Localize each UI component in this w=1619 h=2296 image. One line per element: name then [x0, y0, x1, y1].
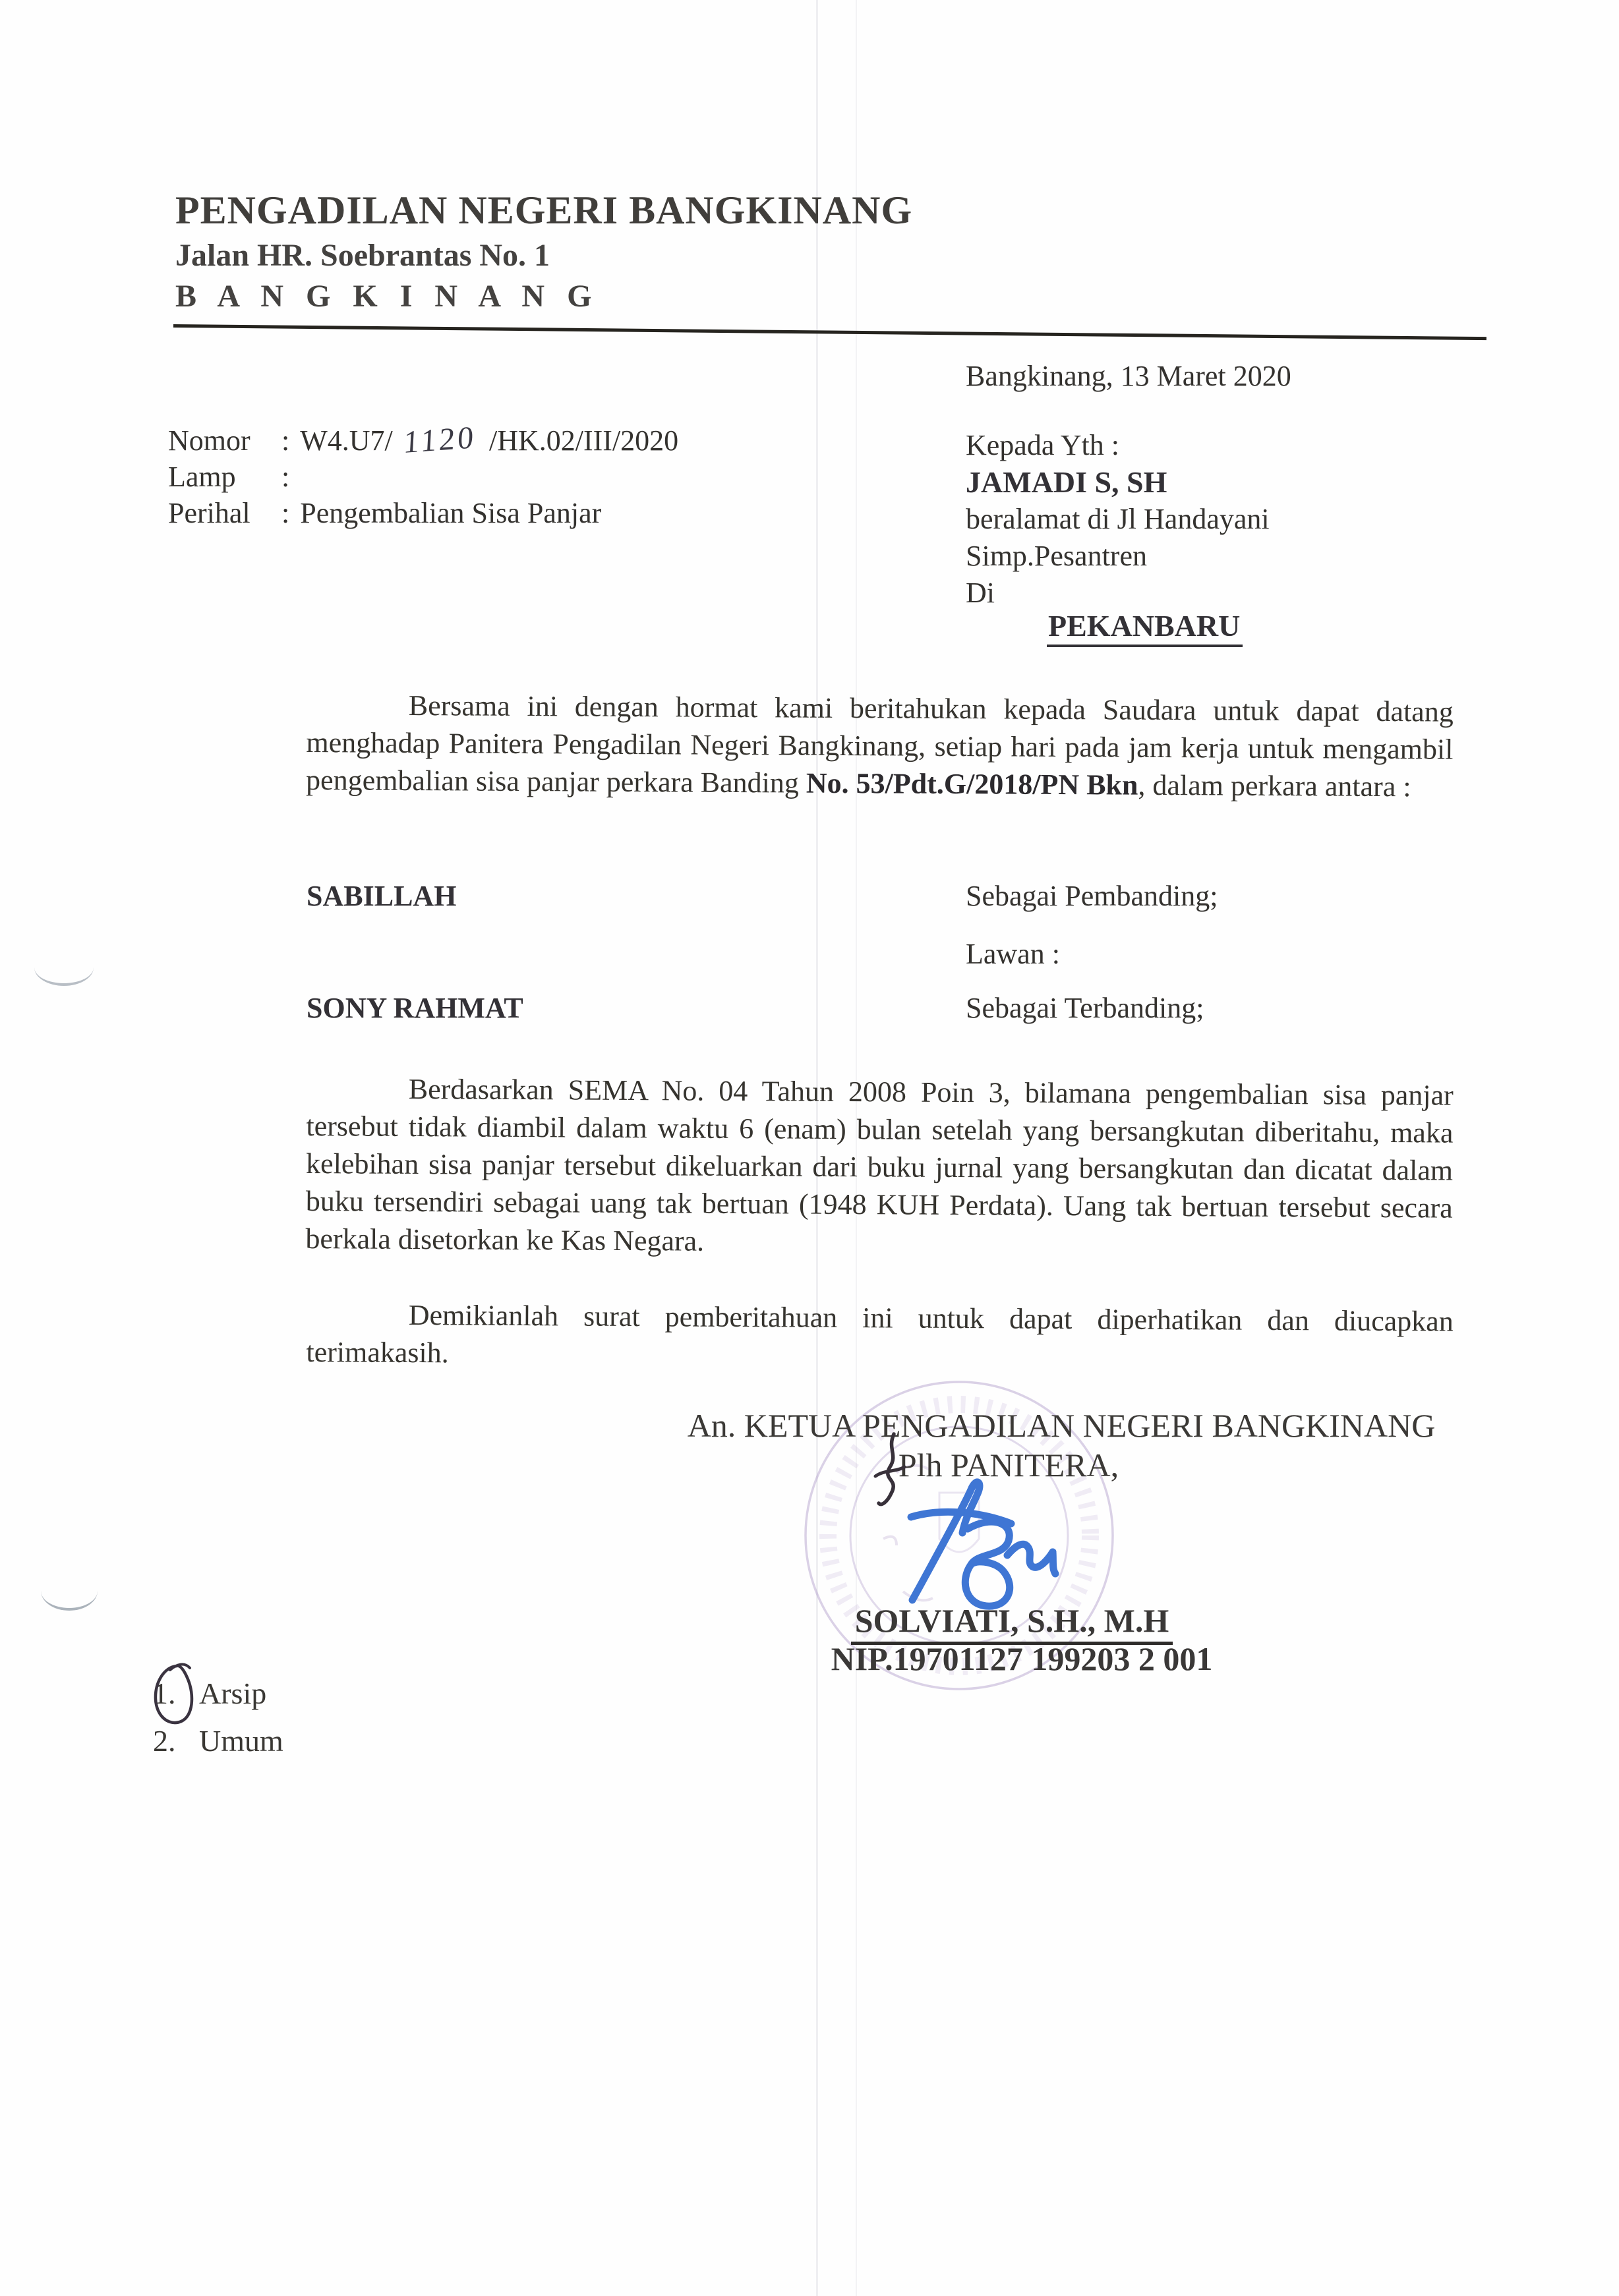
party2-role: Sebagai Terbanding;	[966, 992, 1204, 1024]
nomor-value	[300, 419, 679, 461]
lamp-label: Lamp	[168, 461, 236, 493]
paragraph1-text: Bersama ini dengan hormat kami beritahukan kepada Saudara untuk dapat datang menghadap Panitera Pengadilan Negeri Bangkinang, setiap hari pada jam kerja untuk mengambil pengembalian sisa panjar perkara Banding	[305, 689, 1454, 799]
nomor-row	[168, 419, 679, 461]
hand-circle-mark	[146, 1661, 202, 1729]
letterhead	[175, 188, 912, 315]
court-address: Jalan HR. Soebrantas No. 1	[175, 238, 550, 273]
perihal-row	[168, 495, 678, 531]
copy-1-number: 1.	[153, 1677, 176, 1710]
body-paragraph-3: Demikianlah surat pemberitahuan ini untuk dapat diperhatikan dan diucapkan terimakasih.	[306, 1298, 1454, 1369]
recipient-address-2: Simp.Pesantren	[966, 540, 1147, 572]
signature-title: Plh PANITERA,	[898, 1447, 1119, 1483]
court-city: B A N G K I N A N G	[175, 279, 599, 314]
signatory-name: SOLVIATI, S.H., M.H	[600, 1601, 1483, 1645]
paragraph1-tail: , dalam perkara antara :	[1138, 768, 1411, 803]
signatory-nip: NIP.19701127 199203 2 001	[831, 1640, 1213, 1677]
scan-arc-artifact-1	[34, 949, 94, 986]
party2-name: SONY RAHMAT	[307, 992, 523, 1024]
party1-name: SABILLAH	[307, 880, 457, 912]
scan-arc-artifact-2	[41, 1571, 98, 1611]
dateline: Bangkinang, 13 Maret 2020	[966, 360, 1291, 392]
nomor-prefix: W4.U7/	[300, 424, 393, 457]
recipient-salutation: Kepada Yth :	[966, 429, 1119, 461]
copy-1-label: Arsip	[199, 1677, 267, 1710]
perihal-colon: :	[281, 497, 290, 529]
copy-2-label: Umum	[199, 1724, 283, 1758]
case-number: No. 53/Pdt.G/2018/PN Bkn	[806, 766, 1138, 801]
recipient-di-label: Di	[966, 577, 995, 609]
letterhead-divider	[173, 324, 1487, 340]
perihal-label: Perihal	[168, 497, 250, 529]
signature-ink	[902, 1475, 1071, 1617]
recipient-address-1: beralamat di Jl Handayani	[966, 503, 1270, 535]
recipient-block	[966, 427, 1270, 612]
recipient-city: PEKANBARU	[1047, 608, 1243, 647]
court-name: PENGADILAN NEGERI BANGKINANG	[175, 188, 913, 232]
nomor-colon: :	[281, 424, 290, 457]
versus-label: Lawan :	[966, 938, 1060, 970]
lamp-colon: :	[281, 461, 290, 493]
signature-on-behalf: An. KETUA PENGADILAN NEGERI BANGKINANG	[687, 1407, 1436, 1444]
nomor-suffix: /HK.02/III/2020	[488, 424, 679, 457]
nomor-handwritten-number: 1120	[402, 419, 477, 461]
party1-role: Sebagai Pembanding;	[966, 880, 1218, 912]
recipient-name: JAMADI S, SH	[966, 465, 1167, 499]
body-paragraph-2: Berdasarkan SEMA No. 04 Tahun 2008 Poin 3, bilamana pengembalian sisa panjar tersebut tidak diambil dalam waktu 6 (enam) bulan setelah yang bersangkutan diberitahu, maka kelebihan sisa panjar tersebut dikeluarkan dari buku jurnal yang bersangkutan dan dicatat dalam buku tersendiri sebagai uang tak bertuan (1948 KUH Perdata). Uang tak bertuan tersebut secara berkala disetorkan ke Kas Negara.	[305, 1072, 1454, 1257]
body-paragraph-1	[306, 686, 1454, 806]
nomor-label: Nomor	[168, 424, 250, 457]
letter-meta	[168, 419, 679, 531]
copy-2-number: 2.	[153, 1724, 176, 1758]
perihal-value: Pengembalian Sisa Panjar	[300, 497, 602, 529]
lamp-row	[168, 459, 678, 495]
